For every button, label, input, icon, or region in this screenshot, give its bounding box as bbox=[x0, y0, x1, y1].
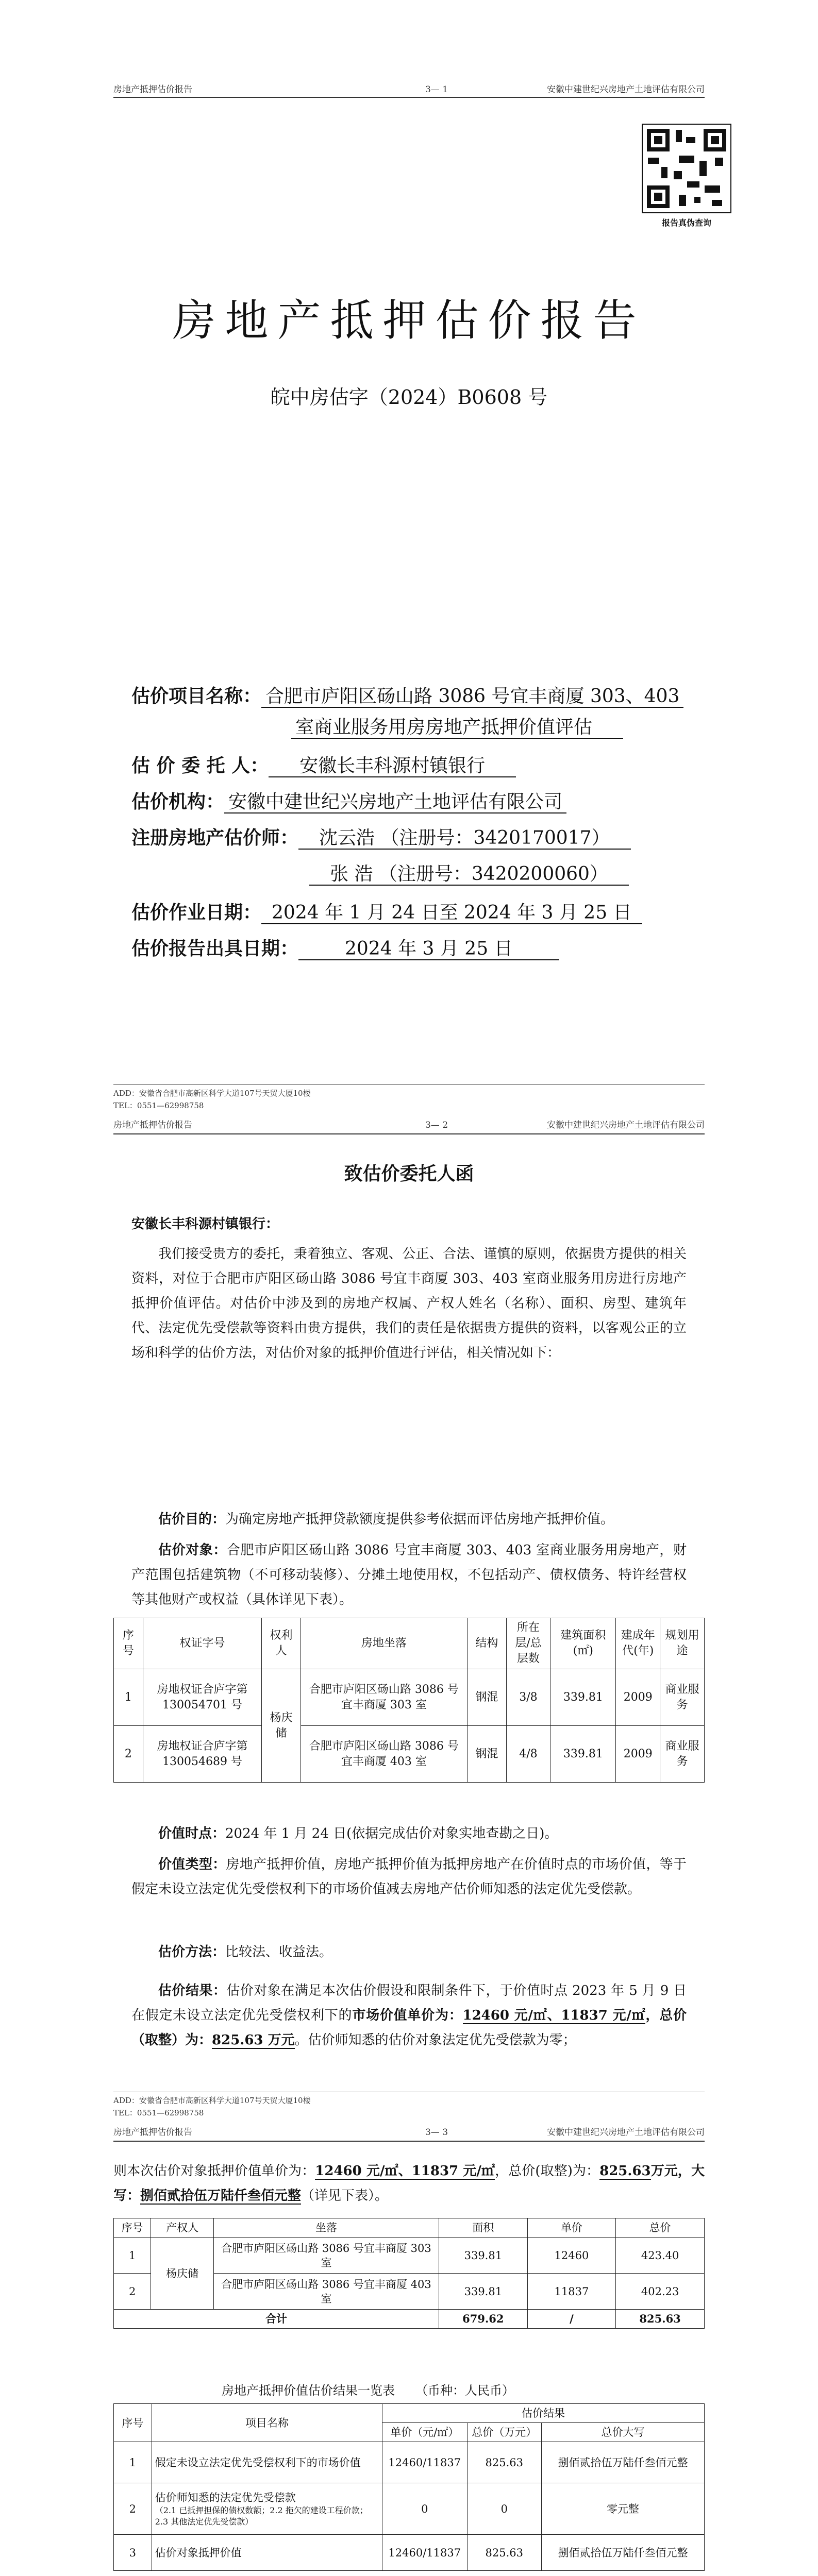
table-header: 项目名称 bbox=[152, 2404, 382, 2442]
client-value: 安徽长丰科源村镇银行 bbox=[269, 755, 516, 777]
letter-salutation: 安徽长丰科源村镇银行： bbox=[131, 1216, 279, 1232]
cell-use: 商业服务 bbox=[660, 1726, 705, 1783]
result-bold: 市场价值单价为： bbox=[352, 2008, 463, 2023]
letter-title: 致估价委托人函 bbox=[344, 1163, 474, 1184]
cell-words: 零元整 bbox=[541, 2483, 704, 2535]
method-text: 比较法、收益法。 bbox=[225, 1944, 333, 1960]
project-value-2: 室商业服务用房房地产抵押价值评估 bbox=[291, 717, 623, 739]
page-footer bbox=[113, 1084, 705, 1134]
appraiser-row bbox=[131, 824, 631, 852]
project-value-1: 合肥市庐阳区砀山路 3086 号宜丰商厦 303、403 bbox=[261, 686, 683, 708]
table-header: 总价（万元） bbox=[467, 2423, 541, 2442]
header-left: 房地产抵押估价报告 bbox=[113, 2127, 192, 2138]
purpose-paragraph bbox=[131, 1507, 687, 1532]
table-row-total bbox=[114, 2310, 705, 2329]
header-right: 安徽中建世纪兴房地产土地评估有限公司 bbox=[546, 2127, 705, 2138]
cell-total: 825.63 bbox=[467, 2442, 541, 2483]
table-row bbox=[114, 1669, 705, 1726]
agency-row bbox=[131, 788, 566, 816]
table-header: 总价大写 bbox=[541, 2423, 704, 2442]
appraiser-2: 张 浩 （注册号：3420200060） bbox=[309, 863, 629, 886]
cell-area: 339.81 bbox=[550, 1669, 616, 1726]
cell-use: 商业服务 bbox=[660, 1669, 705, 1726]
table-header: 总价 bbox=[616, 2218, 705, 2238]
result-text: 估价对象在满足本次估价假设和限制条件下，于价值时点 2023 年 5 月 9 日在假定未设立法定优先受偿权利下的 bbox=[131, 1983, 687, 2023]
table-header: 结构 bbox=[468, 1618, 506, 1669]
cell-item-main: 估价师知悉的法定优先受偿款 bbox=[155, 2491, 296, 2504]
cell-total: 423.40 bbox=[616, 2238, 705, 2274]
cell-unit: 0 bbox=[382, 2483, 467, 2535]
cell-total-unit: / bbox=[527, 2310, 616, 2329]
value-date-text: 2024 年 1 月 24 日(依据完成估价对象实地查勘之日)。 bbox=[225, 1826, 558, 1841]
issue-date-row bbox=[131, 935, 559, 962]
table-row bbox=[114, 1726, 705, 1783]
table-header: 房地坐落 bbox=[301, 1618, 467, 1669]
cell-no: 1 bbox=[114, 1669, 143, 1726]
cell-area: 339.81 bbox=[439, 2238, 527, 2274]
cell-cert: 房地权证合庐字第 130054701 号 bbox=[143, 1669, 261, 1726]
cont-text: 万元，大写： bbox=[113, 2163, 705, 2204]
cell-area: 339.81 bbox=[439, 2274, 527, 2310]
cell-unit: 12460/11837 bbox=[382, 2442, 467, 2483]
purpose-text: 为确定房地产抵押贷款额度提供参考依据而评估房地产抵押价值。 bbox=[225, 1512, 614, 1527]
cell-cert: 房地权证合庐字第 130054689 号 bbox=[143, 1726, 261, 1783]
project-name-row-2 bbox=[291, 714, 623, 741]
header-page: 3— 3 bbox=[425, 2127, 448, 2138]
qr-caption: 报告真伪查询 bbox=[661, 218, 711, 228]
result-total: 825.63 万元 bbox=[212, 2032, 295, 2048]
cell-owner: 杨庆储 bbox=[262, 1669, 301, 1783]
cont-text: ，总价(取整)为： bbox=[495, 2163, 600, 2179]
page-header bbox=[113, 2121, 705, 2142]
appraiser-label: 注册房地产估价师： bbox=[131, 827, 299, 849]
table-header: 序号 bbox=[114, 1618, 143, 1669]
purpose-label: 估价目的： bbox=[158, 1512, 226, 1527]
cell-total-area: 679.62 bbox=[439, 2310, 527, 2329]
cell-words: 捌佰贰拾伍万陆仟叁佰元整 bbox=[541, 2535, 704, 2571]
table-row bbox=[114, 2442, 705, 2483]
cell-year: 2009 bbox=[616, 1726, 660, 1783]
client-label: 估 价 委 托 人： bbox=[131, 755, 269, 776]
cell-year: 2009 bbox=[616, 1669, 660, 1726]
cell-no: 1 bbox=[114, 2442, 152, 2483]
cell-floor: 3/8 bbox=[506, 1669, 550, 1726]
object-paragraph bbox=[131, 1538, 687, 1612]
header-page: 3— 1 bbox=[425, 84, 448, 95]
result-bold: ，总价（取整）为： bbox=[131, 2008, 687, 2048]
appraiser-row-2 bbox=[309, 860, 629, 888]
result-label: 估价结果： bbox=[158, 1983, 227, 1998]
value-date-label: 价值时点： bbox=[158, 1826, 226, 1841]
footer-tel: TEL：0551—62998758 bbox=[113, 2108, 204, 2117]
table-header: 规划用途 bbox=[660, 1618, 705, 1669]
cont-words: 捌佰贰拾伍万陆仟叁佰元整 bbox=[140, 2188, 302, 2204]
cell-unit: 12460 bbox=[527, 2238, 616, 2274]
cell-item bbox=[152, 2483, 382, 2535]
cell-total-label: 合计 bbox=[114, 2310, 439, 2329]
cont-total: 825.63 bbox=[599, 2163, 651, 2179]
report-title: 房地产抵押估价报告 bbox=[172, 295, 646, 346]
cell-item: 假定未设立法定优先受偿权利下的市场价值 bbox=[152, 2442, 382, 2483]
table-header: 产权人 bbox=[151, 2218, 214, 2238]
cell-location: 合肥市庐阳区砀山路 3086 号宜丰商厦 403 室 bbox=[301, 1726, 467, 1783]
value-type-paragraph bbox=[131, 1852, 687, 1902]
method-label: 估价方法： bbox=[158, 1944, 226, 1960]
cont-price: 12460 元/㎡、11837 元/㎡ bbox=[315, 2163, 495, 2179]
work-date-label: 估价作业日期： bbox=[131, 902, 262, 923]
cell-owner: 杨庆储 bbox=[151, 2238, 214, 2310]
table-header: 单价 bbox=[527, 2218, 616, 2238]
cell-location: 合肥市庐阳区砀山路 3086 号宜丰商厦 303 室 bbox=[301, 1669, 467, 1726]
agency-value: 安徽中建世纪兴房地产土地评估有限公司 bbox=[224, 791, 566, 814]
cell-total: 825.63 bbox=[467, 2535, 541, 2571]
cell-item: 估价对象抵押价值 bbox=[152, 2535, 382, 2571]
continuation-paragraph bbox=[113, 2159, 705, 2208]
issue-date-label: 估价报告出具日期： bbox=[131, 938, 299, 959]
cell-structure: 钢混 bbox=[468, 1669, 506, 1726]
table-header: 序号 bbox=[114, 2218, 151, 2238]
table-header: 估价结果 bbox=[382, 2404, 704, 2423]
cont-text: 则本次估价对象抵押价值单价为： bbox=[113, 2163, 315, 2179]
property-table bbox=[113, 1618, 705, 1783]
table-row bbox=[114, 2483, 705, 2535]
cell-total: 402.23 bbox=[616, 2274, 705, 2310]
project-label: 估价项目名称： bbox=[131, 685, 262, 707]
table3-title-text: 房地产抵押价值估价结果一览表 bbox=[222, 2383, 395, 2398]
footer-tel: TEL：0551—62998758 bbox=[113, 1101, 204, 1110]
value-type-label: 价值类型： bbox=[158, 1857, 226, 1872]
cont-text: （详见下表）。 bbox=[301, 2188, 389, 2204]
cell-location: 合肥市庐阳区砀山路 3086 号宜丰商厦 303 室 bbox=[213, 2238, 439, 2274]
table-header: 建成年代(年) bbox=[616, 1618, 660, 1669]
table-header: 权证字号 bbox=[143, 1618, 261, 1669]
letter-intro: 我们接受贵方的委托，秉着独立、客观、公正、合法、谨慎的原则，依据贵方提供的相关资料，对位于合肥市庐阳区砀山路 3086 号宜丰商厦 303、403 室商业服务用房进行房地产抵押价值评估。对估价中涉及到的房地产权属、产权人姓名（名称）、面积、房型、建筑年代、法定优先受偿款等资料由贵方提供，我们的责任是依据贵方提供的资料，以客观公正的立场和科学的估价方法，对估价对象的抵押价值进行评估，相关情况如下： bbox=[131, 1246, 687, 1361]
table-row bbox=[114, 2535, 705, 2571]
report-number: 皖中房估字（2024）B0608 号 bbox=[270, 386, 548, 409]
cell-unit: 12460/11837 bbox=[382, 2535, 467, 2571]
result-price: 12460 元/㎡、11837 元/㎡ bbox=[462, 2008, 646, 2023]
table-row bbox=[114, 2238, 705, 2274]
header-page: 3— 2 bbox=[425, 1120, 448, 1130]
table-header: 坐落 bbox=[213, 2218, 439, 2238]
client-row bbox=[131, 752, 516, 779]
page-header bbox=[113, 77, 705, 98]
qr-code[interactable] bbox=[642, 124, 731, 213]
project-name-row bbox=[131, 683, 683, 710]
cell-floor: 4/8 bbox=[506, 1726, 550, 1783]
footer-address: ADD：安徽省合肥市高新区科学大道107号天贸大厦10楼 bbox=[113, 1089, 311, 1098]
cell-words: 捌佰贰拾伍万陆仟叁佰元整 bbox=[541, 2442, 704, 2483]
table3-title bbox=[222, 2380, 514, 2398]
table-header: 序号 bbox=[114, 2404, 152, 2442]
cell-no: 2 bbox=[114, 1726, 143, 1783]
valuation-table bbox=[113, 2218, 705, 2329]
cell-no: 3 bbox=[114, 2535, 152, 2571]
cell-no: 2 bbox=[114, 2483, 152, 2535]
cell-total: 0 bbox=[467, 2483, 541, 2535]
result-summary-table bbox=[113, 2403, 705, 2571]
cell-no: 2 bbox=[114, 2274, 151, 2310]
cell-item-sub: （2.1 已抵押担保的债权数额；2.2 拖欠的建设工程价款；2.3 其他法定优先受偿款） bbox=[155, 2505, 368, 2527]
header-right: 安徽中建世纪兴房地产土地评估有限公司 bbox=[546, 84, 705, 95]
page-header bbox=[113, 1114, 705, 1134]
table-header: 权利人 bbox=[262, 1618, 301, 1669]
value-date-paragraph bbox=[131, 1821, 687, 1846]
cell-no: 1 bbox=[114, 2238, 151, 2274]
header-right: 安徽中建世纪兴房地产土地评估有限公司 bbox=[546, 1120, 705, 1130]
value-type-text: 房地产抵押价值，房地产抵押价值为抵押房地产在价值时点的市场价值，等于假定未设立法定优先受偿权利下的市场价值减去房地产估价师知悉的法定优先受偿款。 bbox=[131, 1857, 687, 1897]
cell-location: 合肥市庐阳区砀山路 3086 号宜丰商厦 403 室 bbox=[213, 2274, 439, 2310]
issue-date-value: 2024 年 3 月 25 日 bbox=[298, 938, 559, 960]
table-header: 所在层/总层数 bbox=[506, 1618, 550, 1669]
table-header: 面积 bbox=[439, 2218, 527, 2238]
cell-structure: 钢混 bbox=[468, 1726, 506, 1783]
object-label: 估价对象： bbox=[158, 1543, 227, 1558]
method-paragraph bbox=[131, 1940, 687, 1964]
result-paragraph bbox=[131, 1978, 687, 2053]
appraiser-1: 沈云浩 （注册号：3420170017） bbox=[298, 827, 631, 850]
footer-address: ADD：安徽省合肥市高新区科学大道107号天贸大厦10楼 bbox=[113, 2096, 311, 2105]
header-left: 房地产抵押估价报告 bbox=[113, 1120, 192, 1130]
table-header: 建筑面积(㎡) bbox=[550, 1618, 616, 1669]
work-date-row bbox=[131, 899, 642, 926]
page-footer bbox=[113, 2092, 705, 2142]
table-header: 单价（元/㎡） bbox=[382, 2423, 467, 2442]
work-date-value: 2024 年 1 月 24 日至 2024 年 3 月 25 日 bbox=[261, 902, 642, 924]
object-text: 合肥市庐阳区砀山路 3086 号宜丰商厦 303、403 室商业服务用房地产，财产范围包括建筑物（不可移动装修）、分摊土地使用权，不包括动产、债权债务、特许经营权等其他财产或权益（具体详见下表）。 bbox=[131, 1543, 687, 1607]
table3-currency: （币种：人民币） bbox=[415, 2383, 514, 2398]
result-text: 。估价师知悉的估价对象法定优先受偿款为零； bbox=[294, 2032, 576, 2048]
cell-unit: 11837 bbox=[527, 2274, 616, 2310]
cell-area: 339.81 bbox=[550, 1726, 616, 1783]
agency-label: 估价机构： bbox=[131, 791, 225, 812]
header-left: 房地产抵押估价报告 bbox=[113, 84, 192, 95]
cell-total-value: 825.63 bbox=[616, 2310, 705, 2329]
